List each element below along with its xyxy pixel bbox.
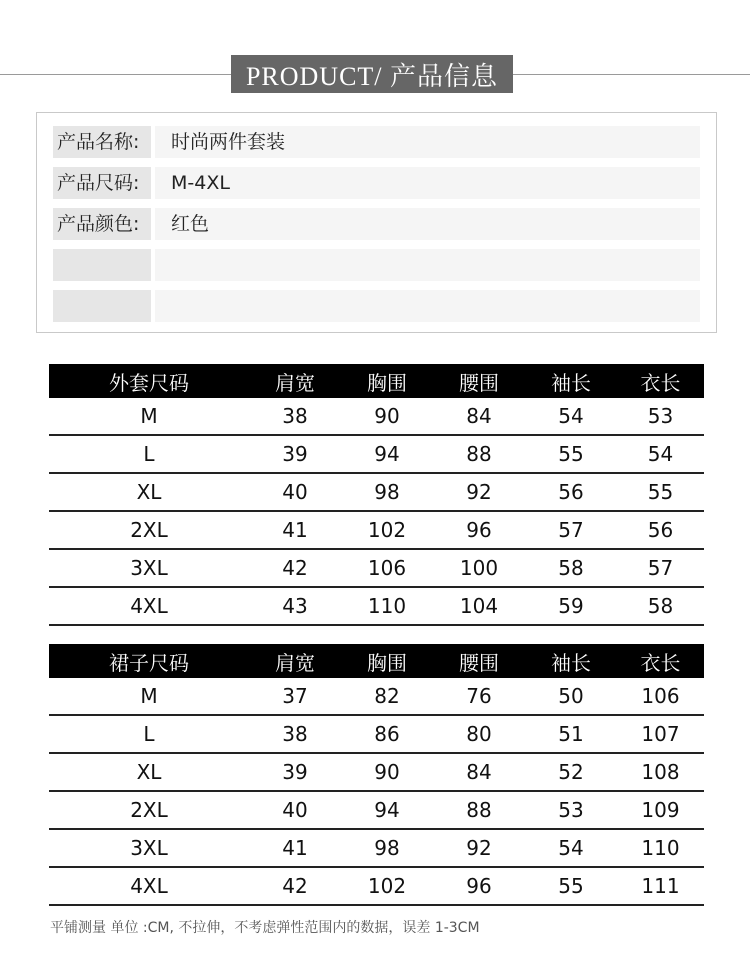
table-cell: 92: [433, 829, 525, 867]
table-cell: 42: [249, 867, 341, 905]
table-cell: 84: [433, 753, 525, 791]
skirt-size-table: [49, 644, 704, 906]
header-cell: 肩宽: [249, 644, 341, 678]
table-row: [49, 678, 704, 715]
table-cell: 53: [617, 398, 704, 435]
table-cell: 2XL: [49, 511, 249, 549]
table-cell: 96: [433, 511, 525, 549]
jacket-size-table: [49, 364, 704, 626]
table-cell: 43: [249, 587, 341, 625]
table-cell: 76: [433, 678, 525, 715]
table-cell: 54: [525, 829, 617, 867]
table-cell: 110: [341, 587, 433, 625]
table-cell: 82: [341, 678, 433, 715]
table-cell: 41: [249, 829, 341, 867]
header-cell: 袖长: [525, 364, 617, 398]
table-row: [49, 587, 704, 625]
table-cell: 39: [249, 753, 341, 791]
info-value: 时尚两件套装: [155, 126, 700, 158]
table-row: [49, 511, 704, 549]
table-cell: 56: [617, 511, 704, 549]
table-cell: 39: [249, 435, 341, 473]
table-row: [49, 549, 704, 587]
table-cell: L: [49, 435, 249, 473]
header-cell: 袖长: [525, 644, 617, 678]
table-cell: 42: [249, 549, 341, 587]
table-cell: 106: [617, 678, 704, 715]
table-cell: 58: [617, 587, 704, 625]
table-cell: 106: [341, 549, 433, 587]
info-value: [155, 249, 700, 281]
table-cell: 104: [433, 587, 525, 625]
header-cell: 腰围: [433, 364, 525, 398]
table-cell: 54: [525, 398, 617, 435]
table-cell: 51: [525, 715, 617, 753]
table-cell: 57: [525, 511, 617, 549]
table-cell: 88: [433, 435, 525, 473]
header-cell: 衣长: [617, 364, 704, 398]
header-cell: 胸围: [341, 364, 433, 398]
table-cell: 57: [617, 549, 704, 587]
table-row: [49, 753, 704, 791]
table-cell: 54: [617, 435, 704, 473]
table-cell: 90: [341, 753, 433, 791]
table-cell: 102: [341, 867, 433, 905]
header-cell: 腰围: [433, 644, 525, 678]
table-cell: 92: [433, 473, 525, 511]
table-cell: 2XL: [49, 791, 249, 829]
header-cell: 裙子尺码: [49, 644, 249, 678]
product-info-box: [36, 112, 717, 333]
table-cell: 55: [525, 435, 617, 473]
header-cell: 衣长: [617, 644, 704, 678]
header-cell: 胸围: [341, 644, 433, 678]
header-cell: 肩宽: [249, 364, 341, 398]
table-cell: XL: [49, 753, 249, 791]
table-cell: 111: [617, 867, 704, 905]
info-row-empty: [53, 290, 700, 322]
table-cell: 102: [341, 511, 433, 549]
table-row: [49, 715, 704, 753]
table-cell: 55: [525, 867, 617, 905]
info-value: 红色: [155, 208, 700, 240]
info-row-size: [53, 167, 700, 199]
info-label: 产品颜色:: [53, 208, 151, 240]
info-label: [53, 290, 151, 322]
table-cell: XL: [49, 473, 249, 511]
table-cell: 86: [341, 715, 433, 753]
table-cell: 94: [341, 435, 433, 473]
table-cell: 88: [433, 791, 525, 829]
table-cell: 98: [341, 829, 433, 867]
table-cell: 52: [525, 753, 617, 791]
table-header-row: [49, 644, 704, 678]
info-row-name: [53, 126, 700, 158]
header-cell: 外套尺码: [49, 364, 249, 398]
info-value: [155, 290, 700, 322]
table-cell: 100: [433, 549, 525, 587]
table-row: [49, 435, 704, 473]
table-cell: 40: [249, 791, 341, 829]
table-cell: 3XL: [49, 549, 249, 587]
table-cell: 80: [433, 715, 525, 753]
table-row: [49, 473, 704, 511]
table-cell: L: [49, 715, 249, 753]
table-cell: 3XL: [49, 829, 249, 867]
section-title: PRODUCT/ 产品信息: [231, 55, 513, 93]
info-row-empty: [53, 249, 700, 281]
table-cell: 37: [249, 678, 341, 715]
table-cell: 41: [249, 511, 341, 549]
info-label: 产品尺码:: [53, 167, 151, 199]
table-cell: 107: [617, 715, 704, 753]
info-value: M-4XL: [155, 167, 700, 199]
table-cell: 98: [341, 473, 433, 511]
table-cell: 58: [525, 549, 617, 587]
table-row: [49, 398, 704, 435]
table-cell: 96: [433, 867, 525, 905]
table-cell: 108: [617, 753, 704, 791]
table-cell: 53: [525, 791, 617, 829]
table-cell: M: [49, 678, 249, 715]
table-cell: 50: [525, 678, 617, 715]
info-label: [53, 249, 151, 281]
table-cell: M: [49, 398, 249, 435]
table-row: [49, 867, 704, 905]
measurement-note: 平铺测量 单位 :CM, 不拉伸，不考虑弹性范围内的数据，误差 1-3CM: [50, 920, 480, 936]
table-cell: 110: [617, 829, 704, 867]
table-cell: 4XL: [49, 867, 249, 905]
info-row-color: [53, 208, 700, 240]
table-cell: 94: [341, 791, 433, 829]
info-label: 产品名称:: [53, 126, 151, 158]
table-cell: 55: [617, 473, 704, 511]
table-row: [49, 791, 704, 829]
table-cell: 109: [617, 791, 704, 829]
table-cell: 40: [249, 473, 341, 511]
table-cell: 4XL: [49, 587, 249, 625]
table-header-row: [49, 364, 704, 398]
table-row: [49, 829, 704, 867]
table-cell: 38: [249, 715, 341, 753]
table-cell: 90: [341, 398, 433, 435]
table-cell: 56: [525, 473, 617, 511]
table-cell: 38: [249, 398, 341, 435]
table-cell: 84: [433, 398, 525, 435]
table-cell: 59: [525, 587, 617, 625]
